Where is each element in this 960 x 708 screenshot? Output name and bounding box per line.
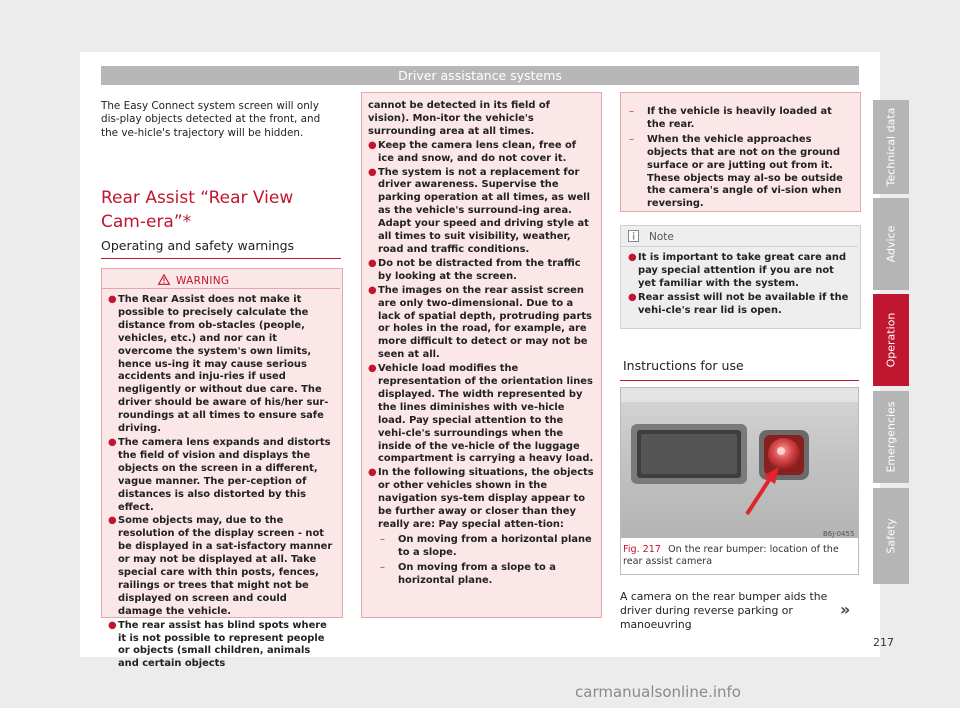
warning-bullet: ● Vehicle load modifies the representation of the orientation lines displayed. The width represented by the lines diminishes with ve-hicle load. Pay special attention to the vehi-cle's surroundings when the inside of the ve-hicle of the luggage compartment is carrying a heavy load. — [368, 363, 594, 465]
section-subtitle: Operating and safety warnings — [101, 238, 295, 253]
note-bullet: ● Rear assist will not be available if the vehi-cle's rear lid is open. — [628, 291, 849, 316]
warning-bullet: ● The Rear Assist does not make it possible to precisely calculate the distance from ob-stacles (people, vehicles, etc.) and nor can it overcome the system's own limits, hence us-ing it may cause serious accidents and inju-ries if used negligently or without due care. The driver should be aware of his/her sur-roundings at all times to ensure safe driving. — [108, 294, 329, 435]
figure-label: Fig. 217 — [623, 544, 661, 555]
note-label — [628, 230, 674, 245]
tab-technical-data[interactable]: Technical data — [873, 100, 909, 194]
watermark: carmanualsonline.info — [575, 683, 741, 701]
warning-bullet: ● The camera lens expands and distorts the field of vision and displays the objects on the screen in a different, vague manner. The per-ception of distances is also distorted by this effect. — [108, 436, 331, 513]
warning-bullet: ● In the following situations, the objects or other vehicles shown in the navigation sys-tem display appear to be further away or closer than they really are: Pay special atten-tion: — [368, 467, 594, 530]
warning-label-text: WARNING — [176, 275, 230, 287]
warning-bullet: ● The system is not a replacement for driver awareness. Supervise the parking operation at all times, as well as the vehicle's surround-ing area. Adapt your speed and driving style at all times to suit visibility, weather, road and traffic conditions. — [368, 166, 590, 255]
warning-dash-item: – On moving from a slope to a horizontal plane. — [380, 561, 556, 586]
warning-continuation: cannot be detected in its field of vision). Mon-itor the vehicle's surrounding area at all times. — [368, 100, 550, 137]
intro-paragraph: The Easy Connect system screen will only dis-play objects detected at the front, and the ve-hicle's trajectory will be hidden. — [101, 100, 321, 139]
page-number: 217 — [873, 636, 894, 649]
figure-caption-text: On the rear bumper: location of the rear assist camera — [623, 544, 839, 568]
subtitle-rule — [101, 258, 341, 259]
warning-col2-content — [368, 100, 594, 588]
figure-code: B6J-0455 — [823, 530, 855, 538]
warning-col3-content — [627, 104, 853, 211]
note-label-text: Note — [649, 231, 674, 243]
note-bullet: ● It is important to take great care and pay special attention if you are not yet familiar with the system. — [628, 252, 847, 289]
warning-divider — [102, 288, 340, 289]
continue-marker: » — [840, 600, 851, 619]
section-title: Rear Assist “Rear View Cam-era”* — [101, 188, 294, 232]
warning-bullet: ● Some objects may, due to the resolution of the display screen - not be displayed in a sat-isfactory manner or may not be displayed at all. Take special care with thin posts, fences, railings or trees that might not be displayed on screen and could damage the vehicle. — [108, 515, 333, 617]
info-icon — [628, 230, 639, 245]
tab-safety[interactable]: Safety — [873, 488, 909, 584]
note-content — [628, 252, 854, 319]
figure-caption — [623, 544, 855, 569]
tab-operation[interactable]: Operation — [873, 294, 909, 386]
warning-dash-item: – When the vehicle approaches objects that are not on the ground surface or are jutting out from it. These objects may al-so be outside the camera's angle of vi-sion when reversing. — [629, 133, 843, 210]
instructions-title: Instructions for use — [623, 358, 744, 373]
warning-dash-item: – On moving from a horizontal plane to a slope. — [380, 533, 592, 558]
warning-bullet: ● The images on the rear assist screen are only two-dimensional. Due to a lack of spatial depth, protruding parts or holes in the road, for example, are more difficult to detect or may not be seen at all. — [368, 284, 592, 361]
section-header: Driver assistance systems — [101, 66, 859, 85]
tab-emergencies[interactable]: Emergencies — [873, 391, 909, 483]
instructions-body: A camera on the rear bumper aids the driver during reverse parking or manoeuvring — [620, 590, 828, 631]
note-divider — [621, 246, 858, 247]
warning-bullet: ● The rear assist has blind spots where it is not possible to represent people or objects (small children, animals and certain objects — [108, 619, 327, 670]
warning-bullet: ● Do not be distracted from the traffic by looking at the screen. — [368, 257, 581, 282]
instructions-rule — [620, 380, 859, 381]
warning-dash-item: – If the vehicle is heavily loaded at the rear. — [629, 106, 832, 130]
warning-triangle-icon — [158, 274, 170, 288]
warning-col1-content — [108, 294, 334, 672]
warning-bullet: ● Keep the camera lens clean, free of ice and snow, and do not cover it. — [368, 139, 577, 164]
tab-advice[interactable]: Advice — [873, 198, 909, 290]
warning-label — [158, 274, 229, 288]
